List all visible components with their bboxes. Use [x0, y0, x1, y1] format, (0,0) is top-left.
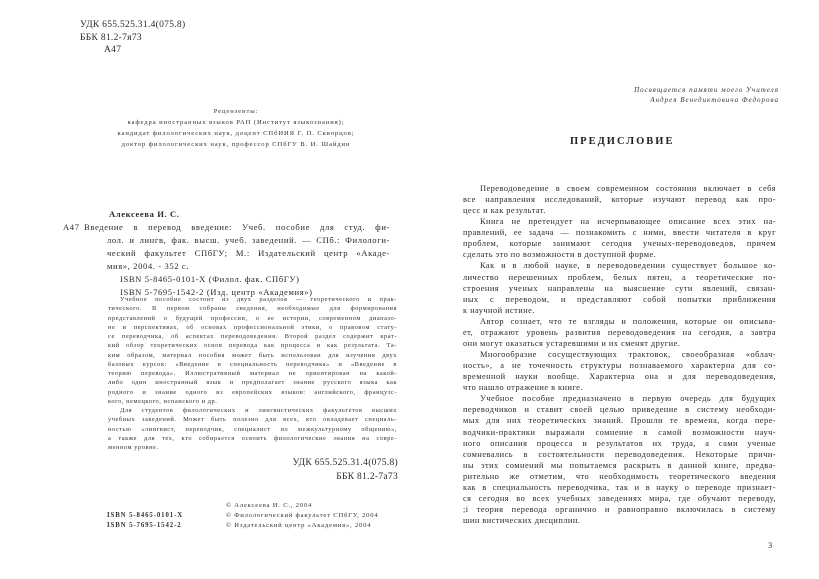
preface-line: Учебное пособие предназначено в первую очередь для будущих [480, 394, 776, 404]
preface-line: рительно же отметим, что необходимость теоретического введения [463, 471, 776, 481]
entry-line: мия», 2004. - 352 с. [107, 261, 190, 271]
annotation-line: родного и знание одного из европейских языков: английского, французс- [108, 388, 397, 396]
preface-line: правлений, ее задача — познакомить с ними, ввести читателя в круг [463, 228, 776, 238]
entry-line: лол. и лингв, фак. высш. учеб. заведений. — СПб.: Филологи- [107, 235, 390, 245]
preface-line: ся сегодня во всех учебных заведениях мира, где обучают переводу, [463, 493, 776, 503]
annotation-line: либо один иностранный язык и предполагает знание русского языка как [108, 379, 397, 387]
preface-line: они могут оказаться устаревшими и их сменят другие. [463, 338, 681, 348]
annotation-line: Для студентов филологических и лингвистических факультетов высших [120, 407, 397, 414]
preface-line: Автор сознает, что те взгляды и положения, которые он описыва- [480, 316, 776, 326]
reviewer-line: кафедра иностранных языков РАН (Институт языкознания); [127, 119, 345, 126]
annotation-line: не и перспективах, об основах профессиональной этики, о правовом стату- [108, 323, 397, 331]
annotation-line: базовых курсов: «Введение в специальность переводчика» и «Введение в [108, 360, 397, 368]
footer-udk: УДК 655.525.31.4(075.8) [292, 458, 398, 468]
reviewer-line: доктор филологических наук, профессор СПбГУ В. И. Шайдин [121, 141, 351, 148]
copyright-line: © Филологический факультет СПбГУ, 2004 [226, 512, 379, 519]
preface-line: все направления исследований, которые изучают перевод как про- [463, 195, 776, 205]
copyright-line: © Алексеева И. С., 2004 [226, 502, 313, 509]
preface-line: временной науки вообще. Характерна она и для переводоведения, [463, 372, 776, 382]
entry-isbn: ISBN 5-8465-0101-X (Филол. фак. СПбГУ) [120, 274, 300, 284]
preface-line: Переводоведение в своем современном состоянии включает в себя [480, 184, 776, 193]
reviewer-line: кандидат филологических наук, доцент СПбИИЯ Г. П. Скворцов; [117, 130, 355, 137]
entry-line: Введение в перевод введение: Учеб. пособие для студ. фи- [84, 222, 390, 232]
entry-code: А47 [63, 222, 80, 232]
annotation-line: представлений о будущей профессии, о ее истории, современном диапазо- [108, 314, 397, 322]
entry-author: Алексеева И. С. [109, 209, 180, 219]
footer-isbn: ISBN 5-8465-0101-X [107, 512, 184, 519]
udk-code: УДК 655.525.31.4(075.8) [80, 20, 186, 30]
preface-line: цесс и как результат. [463, 206, 546, 216]
preface-line: ;i теория перевода органично и равноправно включилась в систему [463, 505, 776, 515]
dedication-line: Посвящается памяти моего Учителя [634, 86, 779, 94]
annotation-line: тического. В первом собраны сведения, необходимые для формирования [108, 305, 397, 313]
annotation-line: а также для тех, кто собирается освоить филологические знания на совре- [108, 434, 397, 442]
reviewers-heading: Рецензенты: [213, 108, 259, 115]
bbk-code: ББК 81.2-7я73 [80, 33, 142, 43]
page-title: ПРЕДИСЛОВИЕ [570, 136, 675, 147]
preface-line: как в специальность переводчика, так и в науку о переводе признает- [463, 482, 776, 492]
annotation-line: кий обзор теоретических основ перевода как процесса и как результата. Та- [108, 342, 397, 350]
preface-line: ность», а не точечность структуры познаваемого характерна для со- [463, 361, 776, 371]
preface-line: мых для них теоретических знаний. Прошли те времена, когда пере- [463, 416, 776, 426]
preface-line: Книга не претендует на исчерпывающее описание всех этих на- [480, 217, 776, 227]
preface-line: сомневались в состоятельности переводоведения. Некоторые причи- [463, 449, 776, 459]
preface-line: водчики-практики выражали сомнение в самой возможности науч- [463, 427, 776, 437]
entry-isbn: ISBN 5-7695-1542-2 (Изд. центр «Академия») [120, 287, 313, 297]
preface-line: что нашло отражение в книге. [463, 383, 583, 393]
preface-line: Как и в любой науке, в переводоведении существует большое ко- [480, 261, 776, 271]
annotation-line: Учебное пособие состоит из двух разделов — теоретического и прак- [120, 296, 397, 303]
copyright-line: © Издательский центр «Академия», 2004 [226, 522, 372, 529]
annotation-line: теорию перевода». Иллюстративный материал не ориентирован на какой- [108, 370, 397, 377]
preface-line: ного описания процесса и результатов их труда, а сами ученые [463, 438, 776, 448]
preface-line: ных с переводом, и представляют собой попытки приближения [463, 294, 776, 304]
preface-line: ны этих сомнений мы попытаемся раскрыть в данной книге, предва- [463, 460, 776, 470]
annotation-line: ким образом, материал пособия может быть использован для изучения двух [108, 351, 397, 359]
preface-line: переводчиков и ставит своей целью приведение в систему необходи- [463, 405, 776, 415]
preface-line: личество нерешенных проблем, белых пятен, а теоретические по- [463, 272, 776, 282]
preface-line: строения ученых направлены на выяснение сути явлений, связан- [463, 283, 776, 293]
annotation-line: ностью «лингвист, переводчик, специалист по межкультурному общению», [108, 425, 397, 433]
preface-line: шин вистических дисциплин. [463, 516, 581, 526]
annotation-line: учебных заведений. Может быть полезно для всех, кто овладевает специаль- [108, 416, 397, 424]
annotation-line: менном уровне. [108, 444, 159, 451]
author-code: А47 [104, 45, 122, 55]
preface-line: ет, отражают уровень развития переводоведения на сегодня, а завтра [463, 327, 776, 337]
footer-isbn: ISBN 5-7695-1542-2 [107, 522, 182, 529]
annotation-line: се переводчика, об аспектах переводоведения. Второй раздел содержит крат- [108, 333, 397, 340]
footer-bbk: ББК 81.2-7а73 [336, 472, 398, 482]
page-number: 3 [768, 541, 773, 550]
dedication-line: Андрея Венедиктовича Федорова [650, 96, 779, 104]
preface-line: к научной истине. [463, 305, 535, 315]
entry-line: ческий факультет СПбГУ; М.: Издательский центр «Акаде- [107, 248, 390, 258]
annotation-line: кого, немецкого, испанского и др. [108, 397, 218, 405]
preface-line: Многообразие сосуществующих трактовок, своеобразная «облач- [480, 350, 776, 360]
preface-line: проблем, которые занимают сегодня ученых-переводоведов, причем [463, 239, 776, 249]
preface-line: сделать это по возможности в доступной форме. [463, 250, 657, 260]
